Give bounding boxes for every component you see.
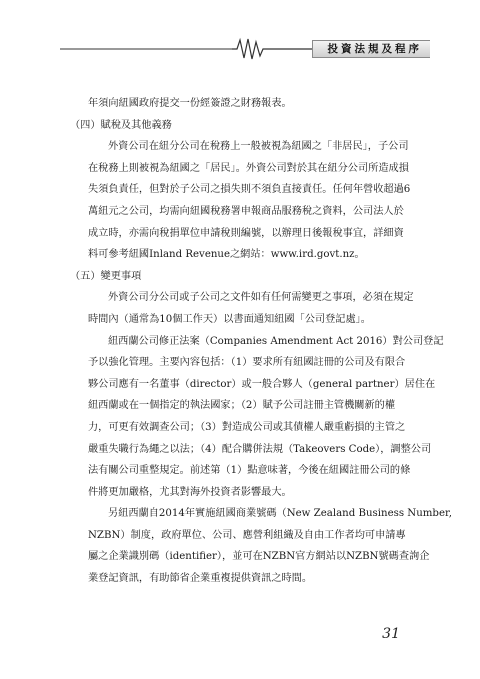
text-line: 紐西蘭或在一個指定的執法國家；（2）賦予公司註冊主管機關新的權 [88,400,396,412]
text-line: 另紐西蘭自2014年實施紐國商業號碼（New Zealand Business Number, [108,508,452,520]
text-line: 予以強化管理。主要內容包括：（1）要求所有紐國註冊的公司及有限合 [88,357,406,369]
text-line: 時間內（通常為10個工作天）以書面通知紐國「公司登記處」。 [88,313,371,325]
text-line: 失須負責任，但對於子公司之損失則不須負直接責任。任何年營收超過6 [88,184,411,196]
text-line: 成立時，亦需向稅捐單位申請稅則編號，以辦理日後報稅事宜，詳細資 [88,227,404,239]
page-number: 31 [382,626,400,642]
text-line: 外資公司分公司或子公司之文件如有任何需變更之事項，必須在規定 [108,292,414,304]
text-line: 業登記資訊，有助節省企業重複提供資訊之時間。 [88,573,313,585]
page-body [70,93,452,590]
text-line: NZBN）制度，政府單位、公司、應營利組織及自由工作者均可申請專 [88,529,406,541]
header-title: 投資法規及程序 [327,43,422,55]
text-line: 紐西蘭公司修正法案（Companies Amendment Act 2016）對公司登記 [108,335,444,347]
running-header [60,36,430,62]
text-line: 屬之企業識別碼（identifier），並可在NZBN官方網站以NZBN號碼查詢企 [88,551,430,563]
section-heading: （五）變更事項 [70,270,142,282]
text-line: 力，可更有效調查公司；（3）對造成公司或其債權人嚴重虧損的主管之 [88,421,406,433]
section-heading: （四）賦稅及其他義務 [70,119,172,131]
text-line: 件將更加嚴格，尤其對海外投資者影響最大。 [88,486,292,498]
text-line: 料可參考紐國Inland Revenue之網站：www.ird.govt.nz。 [88,249,365,261]
text-line: 嚴重失職行為繩之以法；（4）配合購併法規（Takeovers Code），調整公司 [88,443,432,455]
text-line: 夥公司應有一名董事（director）或一般合夥人（general partner）居住在 [88,378,436,390]
text-line: 萬紐元之公司，均需向紐國稅務署申報商品服務稅之資料，公司法人於 [88,205,404,217]
text-line: 外資公司在紐分公司在稅務上一般被視為紐國之「非居民」，子公司 [108,141,409,153]
text-line: 在稅務上則被視為紐國之「居民」。外資公司對於其在紐分公司所造成損 [88,162,409,174]
text-line: 法有關公司重整規定。前述第（1）點意味著，今後在紐國註冊公司的條 [88,465,411,477]
text-line: 年須向紐國政府提交一份經簽證之財務報表。 [88,98,292,109]
